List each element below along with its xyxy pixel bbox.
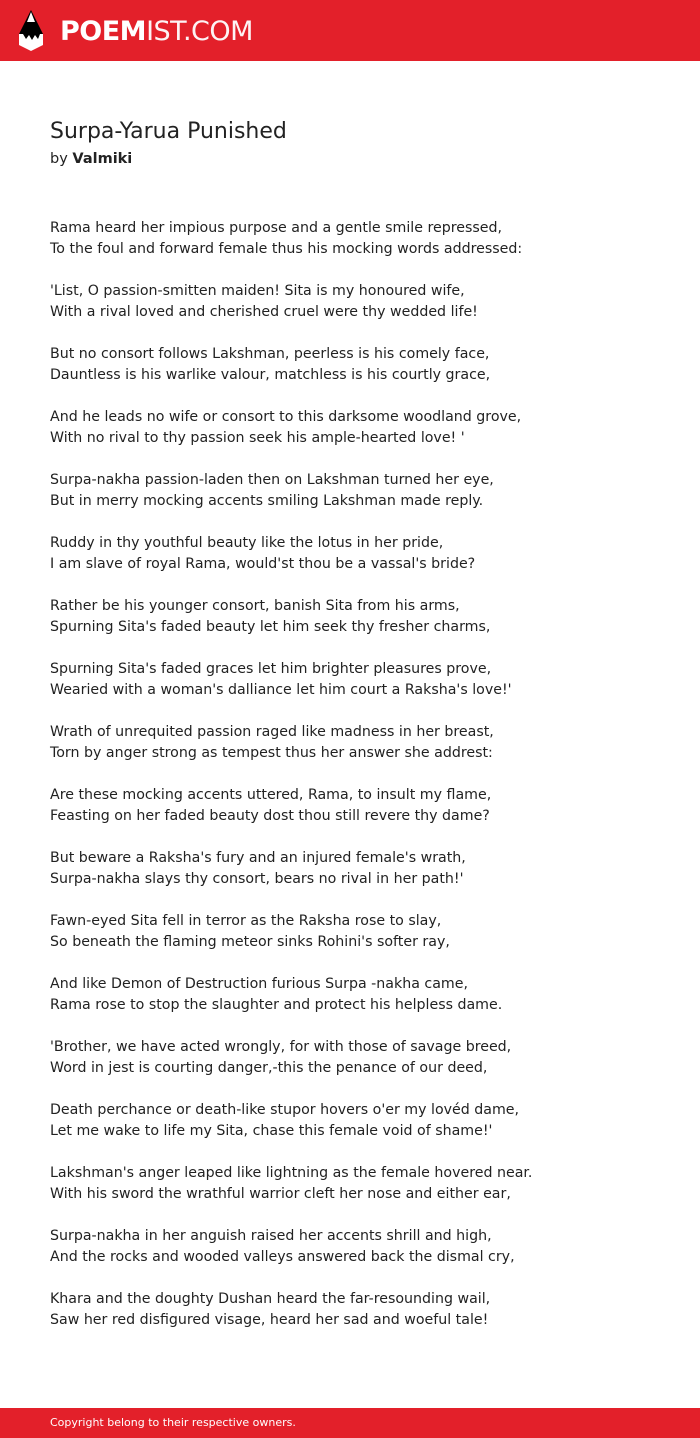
pencil-logo-icon: [18, 9, 44, 53]
poem-line: But beware a Raksha's fury and an injured female's wrath,: [50, 850, 466, 866]
stanza: [50, 911, 650, 953]
stanza: [50, 659, 650, 701]
logo-bold-part: POEM: [60, 15, 147, 47]
poem-line: With no rival to thy passion seek his ample-hearted love! ': [50, 430, 465, 446]
poem-line: But in merry mocking accents smiling Lakshman made reply.: [50, 493, 484, 509]
poem-line: Surpa-nakha slays thy consort, bears no rival in her path!': [50, 871, 464, 887]
logo-light-part: IST.COM: [146, 15, 253, 47]
stanza: [50, 281, 650, 323]
poem-line: Fawn-eyed Sita fell in terror as the Raksha rose to slay,: [50, 913, 442, 929]
poem-line: Surpa-nakha passion-laden then on Lakshman turned her eye,: [50, 472, 494, 488]
poem-line: Dauntless is his warlike valour, matchless is his courtly grace,: [50, 367, 491, 383]
stanza: [50, 974, 650, 1016]
poem-line: And like Demon of Destruction furious Surpa -nakha came,: [50, 976, 468, 992]
poem-line: 'List, O passion-smitten maiden! Sita is my honoured wife,: [50, 283, 465, 299]
poem-line: Word in jest is courting danger,-this the penance of our deed,: [50, 1060, 488, 1076]
author-name: Valmiki: [72, 151, 133, 167]
site-header: [0, 0, 700, 61]
poem-line: To the foul and forward female thus his mocking words addressed:: [50, 241, 523, 257]
poem-line: Ruddy in thy youthful beauty like the lotus in her pride,: [50, 535, 444, 551]
poem-line: Wrath of unrequited passion raged like madness in her breast,: [50, 724, 494, 740]
poem-title: Surpa-Yarua Punished: [50, 119, 287, 144]
poem-line: And the rocks and wooded valleys answered back the dismal cry,: [50, 1249, 515, 1265]
stanza: [50, 344, 650, 386]
poem-line: Lakshman's anger leaped like lightning as the female hovered near.: [50, 1165, 533, 1181]
poem-line: Rather be his younger consort, banish Sita from his arms,: [50, 598, 460, 614]
poem-line: Surpa-nakha in her anguish raised her accents shrill and high,: [50, 1228, 492, 1244]
poem-line: I am slave of royal Rama, would'st thou be a vassal's bride?: [50, 556, 476, 572]
poem-line: Spurning Sita's faded graces let him brighter pleasures prove,: [50, 661, 492, 677]
stanza: [50, 407, 650, 449]
poem-header: [50, 118, 650, 170]
poem-line: And he leads no wife or consort to this darksome woodland grove,: [50, 409, 522, 425]
poem-line: Rama heard her impious purpose and a gentle smile repressed,: [50, 220, 503, 236]
stanza: [50, 785, 650, 827]
site-logo-text: [60, 15, 253, 47]
stanza: [50, 1163, 650, 1205]
poem-line: Saw her red disfigured visage, heard her sad and woeful tale!: [50, 1312, 489, 1328]
stanza: [50, 722, 650, 764]
byline: [50, 148, 650, 170]
site-logo-link[interactable]: [18, 9, 268, 53]
stanza: [50, 1289, 650, 1331]
poem-line: 'Brother, we have acted wrongly, for with those of savage breed,: [50, 1039, 512, 1055]
poem-line: Rama rose to stop the slaughter and protect his helpless dame.: [50, 997, 503, 1013]
stanza: [50, 1226, 650, 1268]
stanza: [50, 470, 650, 512]
poem-line: Wearied with a woman's dalliance let him court a Raksha's love!': [50, 682, 512, 698]
poem-line: With his sword the wrathful warrior cleft her nose and either ear,: [50, 1186, 511, 1202]
stanza: [50, 1037, 650, 1079]
poem-line: Are these mocking accents uttered, Rama, to insult my flame,: [50, 787, 492, 803]
poem-line: Khara and the doughty Dushan heard the far-resounding wail,: [50, 1291, 491, 1307]
stanza: [50, 848, 650, 890]
copyright-text: Copyright belong to their respective owners.: [50, 1416, 296, 1429]
site-footer: [0, 1408, 700, 1438]
poem-line: Let me wake to life my Sita, chase this female void of shame!': [50, 1123, 493, 1139]
poem-line: But no consort follows Lakshman, peerless is his comely face,: [50, 346, 490, 362]
poem-line: Spurning Sita's faded beauty let him seek thy fresher charms,: [50, 619, 491, 635]
stanza: [50, 533, 650, 575]
poem-line: So beneath the flaming meteor sinks Rohini's softer ray,: [50, 934, 450, 950]
poem-line: Feasting on her faded beauty dost thou still revere thy dame?: [50, 808, 490, 824]
poem-line: Torn by anger strong as tempest thus her answer she addrest:: [50, 745, 493, 761]
stanza: [50, 1100, 650, 1142]
poem-body: [50, 218, 650, 1352]
by-label: by: [50, 151, 68, 167]
stanza: [50, 218, 650, 260]
stanza: [50, 596, 650, 638]
poem-line: With a rival loved and cherished cruel were thy wedded life!: [50, 304, 478, 320]
poem-line: Death perchance or death-like stupor hovers o'er my lovéd dame,: [50, 1102, 520, 1118]
